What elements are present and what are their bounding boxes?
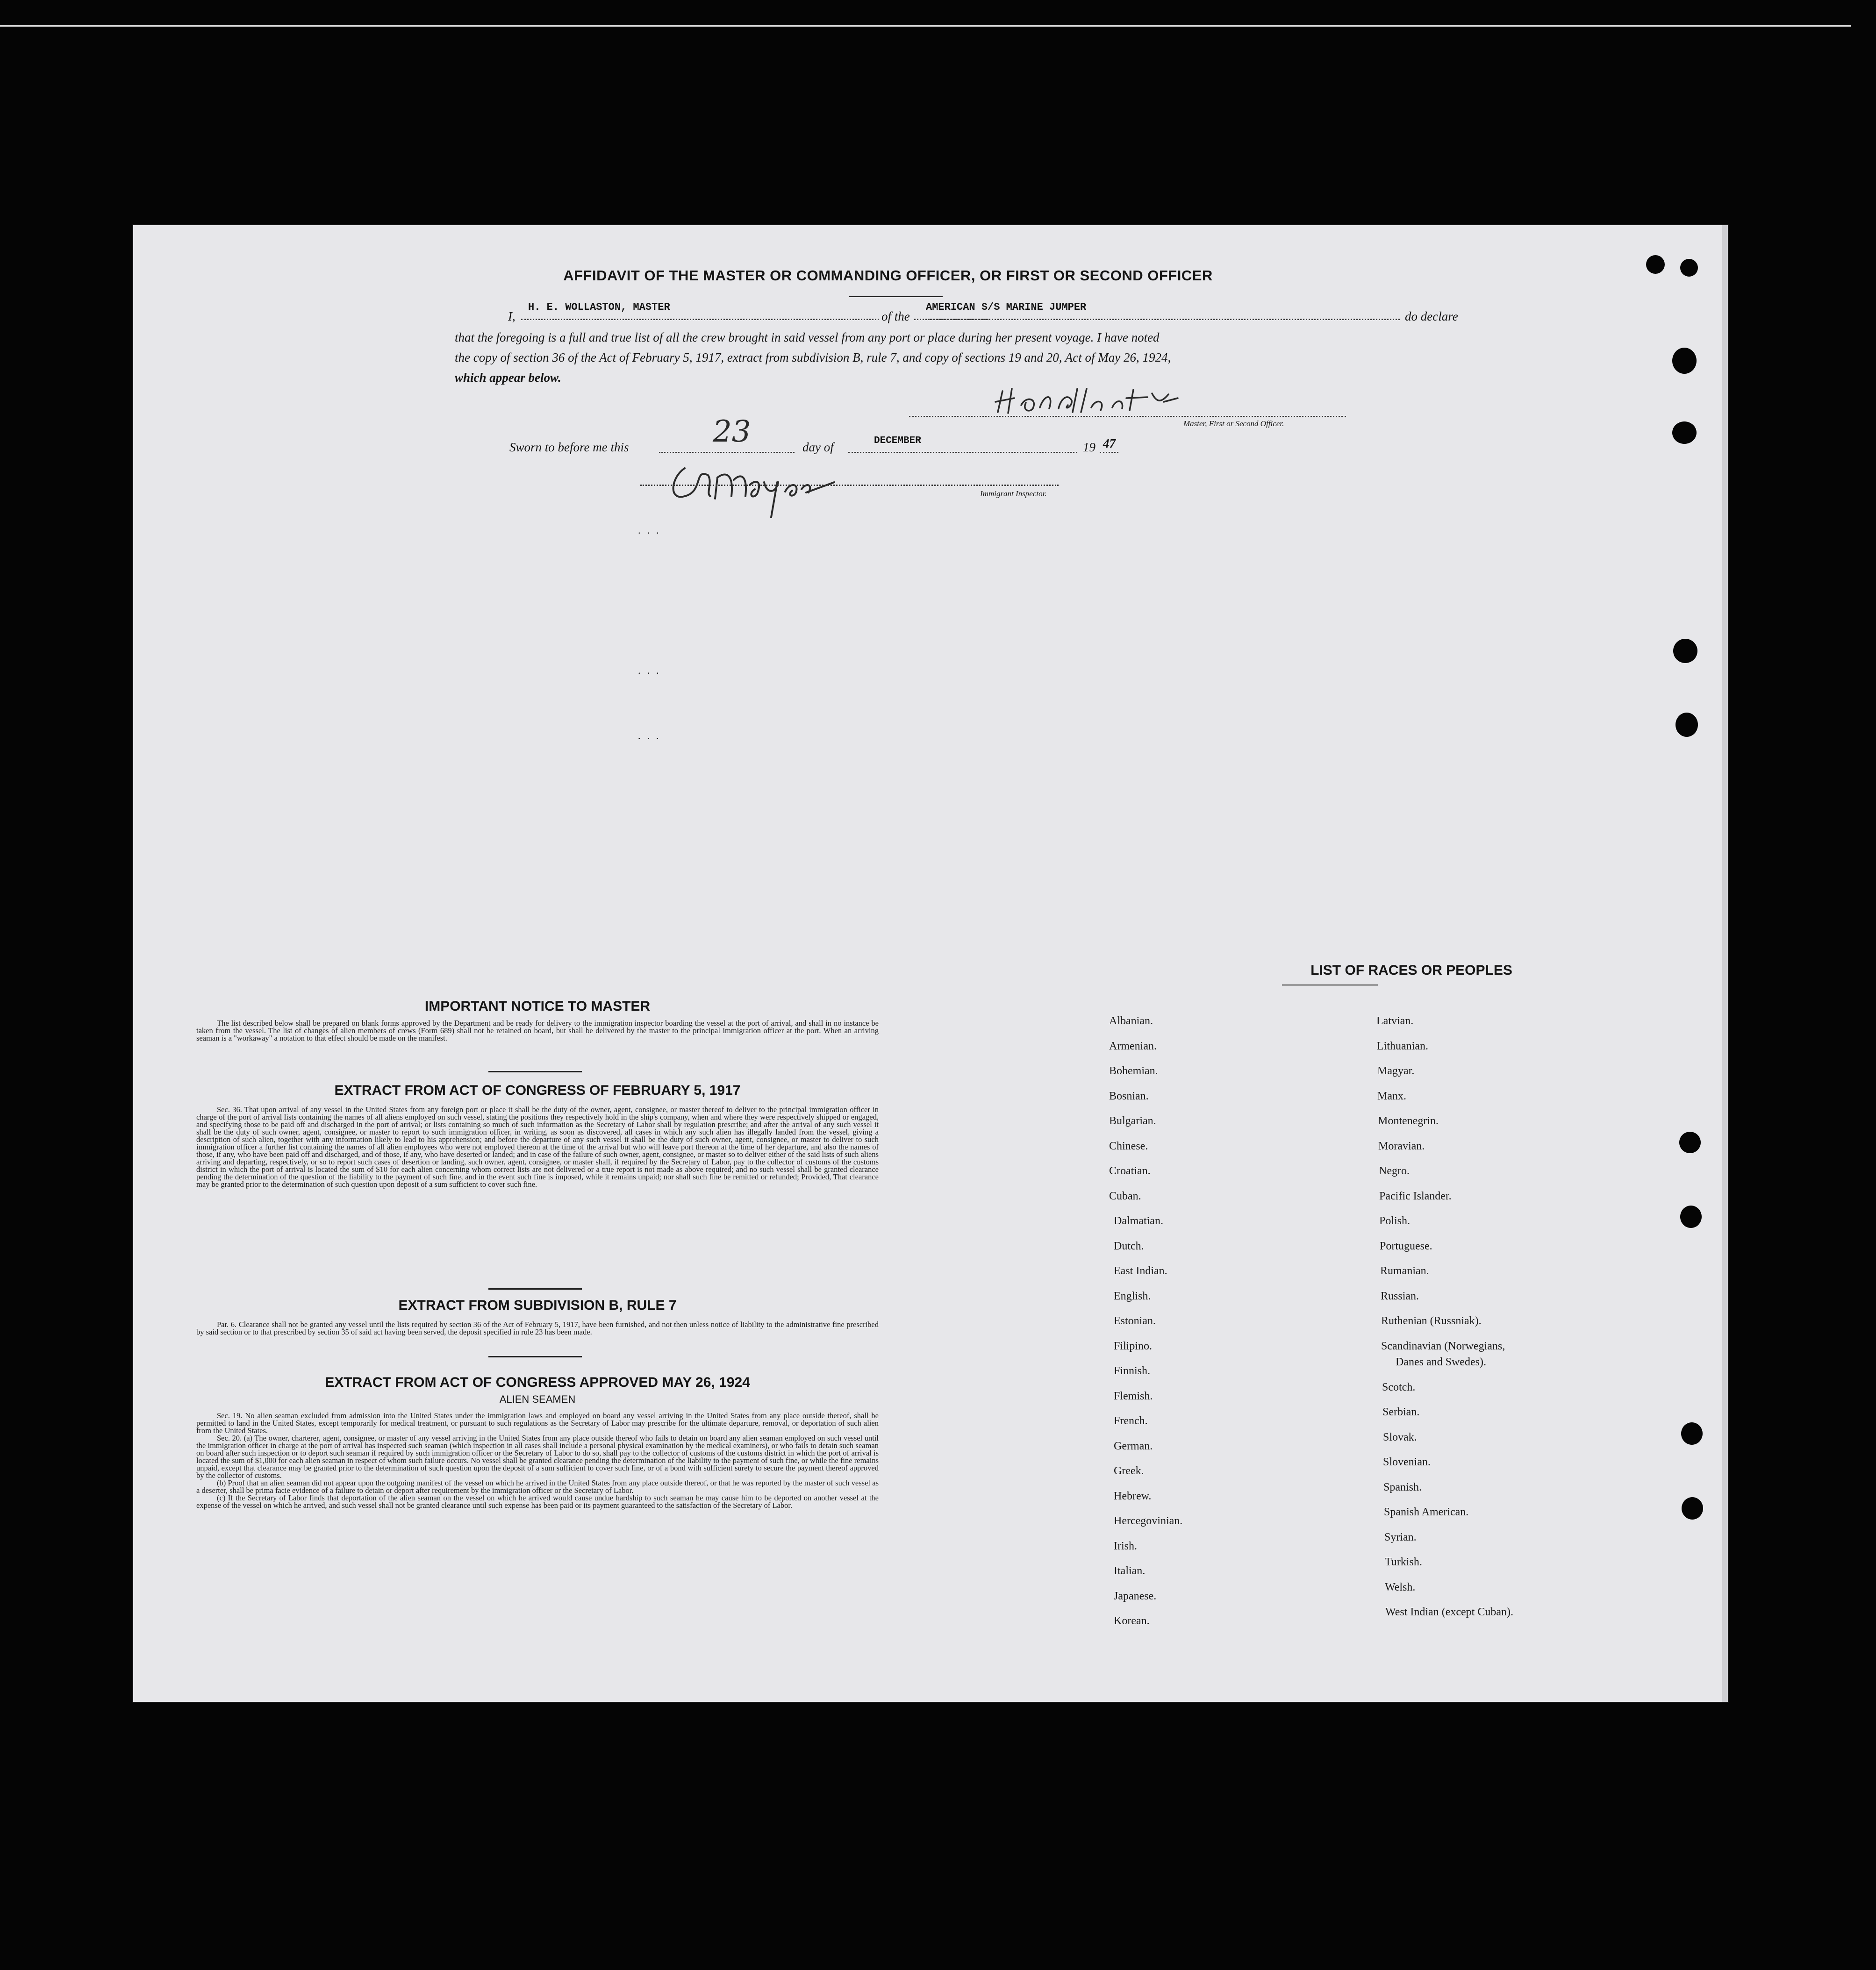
inspector-caption: Immigrant Inspector. — [980, 489, 1047, 498]
punch-hole — [1681, 1422, 1703, 1445]
race-item: French. — [1114, 1415, 1148, 1427]
notice-title: IMPORTANT NOTICE TO MASTER — [424, 999, 651, 1014]
race-item: Russian. — [1381, 1290, 1419, 1302]
act-1924-title: EXTRACT FROM ACT OF CONGRESS APPROVED MAY 26, 1924 — [325, 1375, 750, 1390]
race-item: Montenegrin. — [1378, 1115, 1439, 1127]
rule7-body — [196, 1321, 879, 1336]
race-item: Magyar. — [1377, 1065, 1415, 1077]
rule7-text: Par. 6. Clearance shall not be granted any vessel until the lists required by section 36 of the Act of February 5, 1917, have been furnished, and not then unless notice of liability to the administrative fine prescribed by said section or to that prescribed by section 35 of said act having been served, the deposit specified in rule 23 has been made. — [196, 1320, 879, 1336]
race-item: Hercegovinian. — [1114, 1515, 1183, 1527]
year-prefix: 19 — [1083, 440, 1096, 454]
race-item: Estonian. — [1114, 1315, 1156, 1327]
race-item: Finnish. — [1114, 1365, 1151, 1377]
race-item: Japanese. — [1114, 1590, 1157, 1602]
punch-hole — [1676, 713, 1698, 737]
rule7-title: EXTRACT FROM SUBDIVISION B, RULE 7 — [398, 1298, 677, 1313]
manifest-page — [133, 225, 1728, 1702]
race-item: Slovak. — [1383, 1431, 1417, 1443]
act-1924-body — [196, 1412, 879, 1509]
section-divider — [488, 1356, 582, 1357]
stray-dots: ... — [638, 524, 666, 536]
race-item: Hebrew. — [1114, 1490, 1152, 1502]
race-item: Dutch. — [1114, 1240, 1144, 1252]
race-item: Latvian. — [1376, 1015, 1414, 1027]
month-leader — [848, 452, 1077, 453]
race-item: Armenian. — [1109, 1040, 1157, 1052]
race-item: Negro. — [1379, 1165, 1410, 1177]
race-item: Serbian. — [1382, 1406, 1420, 1418]
declaration-line-2: the copy of section 36 of the Act of February 5, 1917, extract from subdivision B, rule 7, and copy of sections 19 and 20, Act of May 26, 1924, — [455, 350, 1171, 364]
punch-hole — [1680, 1206, 1702, 1228]
race-item: Ruthenian (Russniak). — [1381, 1315, 1482, 1327]
race-item: Dalmatian. — [1114, 1215, 1163, 1227]
race-item: Scotch. — [1382, 1381, 1416, 1393]
title-underline — [849, 296, 943, 297]
race-item: Bohemian. — [1109, 1065, 1158, 1077]
punch-hole — [1672, 421, 1697, 444]
stray-dots: ... — [638, 730, 666, 742]
punch-hole — [1672, 348, 1697, 374]
race-item: Flemish. — [1114, 1390, 1153, 1402]
section-divider — [488, 1071, 582, 1072]
affidavit-pronoun: I, — [508, 309, 516, 323]
race-item: Cuban. — [1109, 1190, 1141, 1202]
race-item: Pacific Islander. — [1379, 1190, 1452, 1202]
sworn-label: Sworn to before me this — [509, 440, 629, 454]
race-item: Korean. — [1114, 1615, 1150, 1627]
inspector-signature-line — [640, 485, 1059, 486]
section-divider — [488, 1288, 582, 1290]
race-item: Spanish American. — [1384, 1506, 1469, 1518]
year-suffix: 47 — [1103, 436, 1116, 450]
race-item: Spanish. — [1383, 1481, 1422, 1493]
master-signature-caption: Master, First or Second Officer. — [1183, 419, 1284, 428]
of-the-label: of the — [879, 309, 913, 324]
film-edge-line — [0, 25, 1851, 27]
act-1917-text: Sec. 36. That upon arrival of any vessel in the United States from any foreign port or place it shall be the duty of the owner, agent, consignee, or master thereof to deliver to the principal immigration officer in charge of the port of arrival lists containing the names of all aliens employed on such vessel, stating the positions they respectively hold in the ship's company, when and where they were respectively shipped or engaged, and specifying those to be paid off and discharged in the port of arrival; or lists containing so much of such information as the Secretary of Labor shall by regulation prescribe; and after the arrival of any such vessel it shall be the duty of such owner, agent, consignee, or master to report to such immigration officer, in writing, as soon as discovered, all cases in which any such alien has illegally landed from the vessel, giving a description of such alien, together with any information likely to lead to his apprehension; and before the departure of any such vessel it shall be the duty of such owner, agent, consignee, or master to deliver to such immigration officer a further list containing the names of all alien employees who were not employed thereon at the time of the arrival but who will leave port thereon at the time of her departure, and also the names of those, if any, who have been paid off and discharged, and of those, if any, who have deserted or landed; and in case of the failure of such owner, agent, consignee, or master so to deliver either of the said lists of such aliens arriving and departing, respectively, or so to report such cases of desertion or landing, such owner, agent, consignee, or master shall, if required by the Secretary of Labor, pay to the collector of customs of the customs district in which the port of arrival is located the sum of $10 for each alien concerning whom correct lists are not delivered or a true report is not made as above required; and no such vessel shall be granted clearance pending the determination of the question of the liability to the payment of such fine, and in the event such fine is imposed, while it remains unpaid; nor shall such fine be remitted or refunded; Provided, That clearance may be granted prior to the determination of such question upon deposit of a sum sufficient to cover such fine. — [196, 1105, 879, 1189]
race-item: Turkish. — [1385, 1556, 1422, 1568]
act-1917-title: EXTRACT FROM ACT OF CONGRESS OF FEBRUARY 5, 1917 — [334, 1083, 741, 1098]
stray-dots: ... — [638, 664, 666, 676]
race-item: Irish. — [1114, 1540, 1137, 1552]
page-edge-shadow — [1722, 225, 1728, 1702]
race-item: Moravian. — [1378, 1140, 1425, 1152]
affidavit-title: AFFIDAVIT OF THE MASTER OR COMMANDING OFFICER, OR FIRST OR SECOND OFFICER — [563, 267, 1213, 284]
race-item: Croatian. — [1109, 1165, 1151, 1177]
act-1924-subtitle: ALIEN SEAMEN — [499, 1393, 576, 1405]
race-item: English. — [1114, 1290, 1151, 1302]
name-leader — [521, 319, 988, 320]
race-item: Bulgarian. — [1109, 1115, 1156, 1127]
race-item: Slovenian. — [1383, 1456, 1431, 1468]
race-item: Danes and Swedes). — [1396, 1356, 1486, 1368]
day-of-label: day of — [802, 440, 834, 454]
declaration-line-1: that the foregoing is a full and true list of all the crew brought in said vessel from any port or place during her present voyage. I have noted — [455, 330, 1160, 344]
race-item: Italian. — [1114, 1565, 1146, 1577]
race-item: Rumanian. — [1380, 1265, 1429, 1277]
race-item: German. — [1114, 1440, 1153, 1452]
punch-hole — [1646, 255, 1665, 274]
punch-hole — [1680, 259, 1698, 277]
race-item: Scandinavian (Norwegians, — [1381, 1340, 1505, 1352]
race-item: Polish. — [1379, 1215, 1411, 1227]
punch-hole — [1682, 1497, 1703, 1520]
sworn-day: 23 — [713, 414, 751, 449]
race-item: Portuguese. — [1380, 1240, 1432, 1252]
year-leader — [1100, 452, 1118, 453]
act-1924-sec20c: (c) If the Secretary of Labor finds that deportation of the alien seaman on the vessel on which he arrived would cause undue hardship to such seaman he may cause him to be deported on another vessel at the expense of the vessel on which he arrived, and such vessel shall not be granted clearance until such expense has been paid or its payment guaranteed to the satisfaction of the Secretary of Labor. — [196, 1493, 879, 1510]
sworn-month: DECEMBER — [874, 435, 921, 446]
declaration-line-3: which appear below. — [455, 371, 561, 385]
race-item: East Indian. — [1114, 1265, 1167, 1277]
master-signature — [993, 379, 1227, 421]
race-item: Syrian. — [1384, 1531, 1417, 1543]
race-item: Bosnian. — [1109, 1090, 1149, 1102]
races-title: LIST OF RACES OR PEOPLES — [1310, 963, 1512, 978]
notice-text: The list described below shall be prepared on blank forms approved by the Department and be ready for delivery to the immigration inspector boarding the vessel at the port of arrival, and shall in no instance be taken from the vessel. The list of changes of alien members of crews (Form 689) shall not be retained on board, but shall be delivered by the master to the principal immigration officer at the port. When an arriving seaman is a "workaway" a notation to that effect should be made on the manifest. — [196, 1019, 879, 1042]
act-1917-body — [196, 1106, 879, 1188]
notice-body — [196, 1020, 879, 1042]
race-item: West Indian (except Cuban). — [1385, 1606, 1513, 1618]
act-1924-sec20b: (b) Proof that an alien seaman did not appear upon the outgoing manifest of the vessel on which he arrived in the United States from any place outside thereof, or that he was reported by the master of such vessel as a deserter, shall be prima facie evidence of a failure to detain or deport after requirement by the immigration officer or the Secretary of Labor. — [196, 1478, 879, 1495]
act-1924-sec19: Sec. 19. No alien seaman excluded from admission into the United States under the immigration laws and employed on board any vessel arriving in the United States from any place outside thereof, shall be permitted to land in the United States, except temporarily for medical treatment, or pursuant to such regulations as the Secretary of Labor may prescribe for the ultimate departure, removal, or deportation of such alien from the United States. — [196, 1411, 879, 1435]
punch-hole — [1679, 1132, 1701, 1153]
act-1924-sec20a: Sec. 20. (a) The owner, charterer, agent, consignee, or master of any vessel arriving in the United States from any place outside thereof who fails to detain on board any alien seaman employed on such vessel until the immigration officer in charge at the port of arrival has inspected such seaman (which inspection in all cases shall include a personal physical examination by the medical examiners), or who fails to detain such seaman on board after such inspection or to deport such seaman if required by such immigration officer or the Secretary of Labor to do so, shall pay to the collector of customs of the customs district in which the port of arrival is located the sum of $1,000 for each alien seaman in respect of whom such failure occurs. No vessel shall be granted clearance pending the determination of the liability to the payment of such fine, or while the fine remains unpaid, except that clearance may be granted prior to the determination of such question upon the deposit of a sum sufficient to cover such fine, or of a bond with sufficient surety to secure the payment thereof approved by the collector of customs. — [196, 1434, 879, 1480]
race-item: Manx. — [1377, 1090, 1406, 1102]
master-name: H. E. WOLLASTON, MASTER — [528, 301, 673, 313]
race-item: Lithuanian. — [1377, 1040, 1428, 1052]
race-item: Albanian. — [1109, 1015, 1153, 1027]
punch-hole — [1673, 639, 1697, 663]
race-item: Welsh. — [1385, 1581, 1416, 1593]
do-declare-label: do declare — [1402, 309, 1458, 324]
race-item: Greek. — [1114, 1465, 1144, 1477]
vessel-leader — [928, 319, 1400, 320]
vessel-name: AMERICAN S/S MARINE JUMPER — [923, 301, 1089, 313]
race-item: Chinese. — [1109, 1140, 1148, 1152]
race-item: Filipino. — [1114, 1340, 1153, 1352]
